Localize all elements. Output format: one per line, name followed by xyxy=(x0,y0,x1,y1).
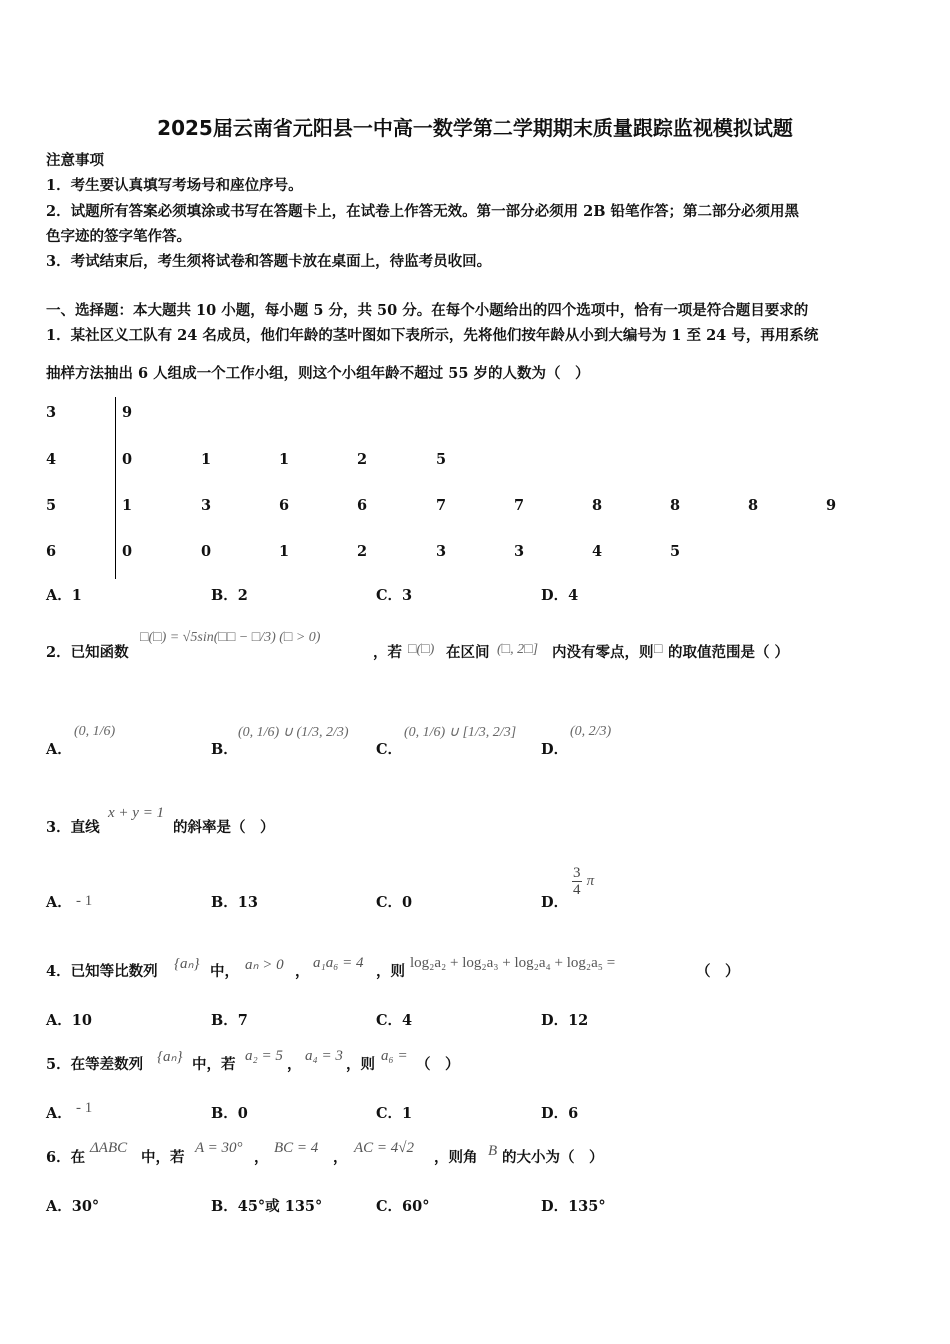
q6-option-c: C．60° xyxy=(376,1198,430,1215)
q2-omega: □ xyxy=(654,642,663,657)
q5-prefix: 5．在等差数列 xyxy=(46,1056,144,1073)
q2-text xyxy=(46,643,129,663)
leaf-value: 8 xyxy=(592,497,603,514)
q1-text-line2: 抽样方法抽出 6 人组成一个工作小组，则这个小组年龄不超过 55 岁的人数为（ ） xyxy=(46,365,590,382)
q3-option-d-label: D． xyxy=(541,894,569,911)
q2-prefix: 2．已知函数 xyxy=(46,644,129,661)
q5-option-c: C．1 xyxy=(376,1105,413,1122)
q2-option-c-label: C． xyxy=(376,741,403,758)
q3-option-a-value: - 1 xyxy=(76,893,93,909)
q5-option-b: B．0 xyxy=(211,1105,248,1122)
q1-option-b: B．2 xyxy=(211,587,248,604)
q2-function: □(□) = √5sin(□□ − □/3) (□ > 0) xyxy=(140,630,321,645)
q2-mid3: 内没有零点，则 xyxy=(552,644,654,661)
q5-option-d: D．6 xyxy=(541,1105,579,1122)
q2-mid1: ，若 xyxy=(373,644,402,661)
q4-comma: ， xyxy=(295,963,310,980)
leaf-value: 7 xyxy=(436,497,447,514)
q5-mid1: 中，若 xyxy=(192,1056,236,1073)
leaf-value: 3 xyxy=(436,543,447,560)
q6-option-b: B．45°或 135° xyxy=(211,1198,323,1215)
stem-value: 4 xyxy=(46,451,57,468)
leaf-value: 5 xyxy=(670,543,681,560)
q5-comma: ， xyxy=(287,1056,302,1073)
q2-mid2: 在区间 xyxy=(446,644,490,661)
q3-equation: x + y = 1 xyxy=(108,805,165,821)
leaf-value: 0 xyxy=(201,543,212,560)
q3-prefix: 3．直线 xyxy=(46,819,100,836)
leaf-value: 0 xyxy=(122,451,133,468)
q6-cond1: A = 30° xyxy=(195,1140,243,1156)
q2-interval: (□, 2□] xyxy=(497,642,539,657)
q5-option-a-label: A． xyxy=(46,1105,72,1122)
leaf-value: 9 xyxy=(826,497,837,514)
q1-option-c: C．3 xyxy=(376,587,413,604)
q4-option-c: C．4 xyxy=(376,1012,413,1029)
q1-text-line1: 1．某社区义工队有 24 名成员，他们年龄的茎叶图如下表所示，先将他们按年龄从小到大编号为 1 至 24 号，再用系统 xyxy=(46,327,819,344)
q4-cond2: a₁a₆ = 4 xyxy=(313,955,364,971)
notice-item: 2．试题所有答案必须填涂或书写在答题卡上，在试卷上作答无效。第一部分必须用 2B 铅笔作答；第二部分必须用黑 xyxy=(46,203,800,220)
fraction: $\frac{3}{4}$ xyxy=(573,865,581,898)
q4-sequence: {aₙ} xyxy=(174,956,200,972)
q5-mid2: ，则 xyxy=(346,1056,375,1073)
q5-option-a-value: - 1 xyxy=(76,1100,93,1116)
stem-divider xyxy=(115,397,116,579)
q4-mid1: 中， xyxy=(210,963,239,980)
notice-item: 色字迹的签字笔作答。 xyxy=(46,228,191,245)
pi-symbol: π xyxy=(586,873,595,889)
q2-option-d-label: D． xyxy=(541,741,569,758)
q2-option-b-value: (0, 1/6) ∪ (1/3, 2/3) xyxy=(238,725,349,740)
q6-cond3: AC = 4√2 xyxy=(354,1140,415,1156)
section-heading: 一、选择题：本大题共 10 小题，每小题 5 分，共 50 分。在每个小题给出的四个选项中，恰有一项是符合题目要求的 xyxy=(46,302,809,319)
q3-option-a-label: A． xyxy=(46,894,72,911)
q3-option-b: B．13 xyxy=(211,894,258,911)
leaf-value: 1 xyxy=(279,543,290,560)
stem-value: 5 xyxy=(46,497,57,514)
notice-item: 1．考生要认真填写考场号和座位序号。 xyxy=(46,177,303,194)
leaf-value: 3 xyxy=(201,497,212,514)
q6-comma1: ， xyxy=(254,1149,269,1166)
q6-option-a: A．30° xyxy=(46,1198,100,1215)
leaf-value: 0 xyxy=(122,543,133,560)
q2-option-c-value: (0, 1/6) ∪ [1/3, 2/3] xyxy=(404,725,517,740)
q4-option-b: B．7 xyxy=(211,1012,248,1029)
q4-prefix: 4．已知等比数列 xyxy=(46,963,158,980)
q6-angle: B xyxy=(488,1143,498,1159)
q6-prefix: 6．在 xyxy=(46,1149,86,1166)
leaf-value: 6 xyxy=(279,497,290,514)
q5-suffix: （ ） xyxy=(416,1056,460,1073)
notice-heading: 注意事项 xyxy=(46,152,104,169)
q6-triangle: ΔABC xyxy=(90,1140,128,1156)
leaf-value: 1 xyxy=(201,451,212,468)
q2-suffix: 的取值范围是（ ） xyxy=(668,644,790,661)
leaf-value: 9 xyxy=(122,404,133,421)
leaf-value: 5 xyxy=(436,451,447,468)
leaf-value: 8 xyxy=(748,497,759,514)
q2-option-a-value: (0, 1/6) xyxy=(74,724,116,739)
q3-suffix: 的斜率是（ ） xyxy=(173,819,275,836)
stem-value: 6 xyxy=(46,543,57,560)
q4-expression: log₂a₂ + log₂a₃ + log₂a₄ + log₂a₅ = xyxy=(410,955,616,971)
q2-fx: □(□) xyxy=(408,642,435,657)
q1-option-d: D．4 xyxy=(541,587,579,604)
leaf-value: 2 xyxy=(357,543,368,560)
q4-option-d: D．12 xyxy=(541,1012,589,1029)
stem-value: 3 xyxy=(46,404,57,421)
leaf-value: 1 xyxy=(279,451,290,468)
q5-cond2: a₄ = 3 xyxy=(305,1048,343,1064)
q6-suffix: 的大小为（ ） xyxy=(502,1149,604,1166)
leaf-value: 7 xyxy=(514,497,525,514)
q2-option-a-label: A． xyxy=(46,741,72,758)
leaf-value: 6 xyxy=(357,497,368,514)
q5-sequence: {aₙ} xyxy=(157,1049,183,1065)
q4-mid2: ，则 xyxy=(376,963,405,980)
q4-cond1: aₙ > 0 xyxy=(245,957,284,973)
q5-cond1: a₂ = 5 xyxy=(245,1048,283,1064)
leaf-value: 1 xyxy=(122,497,133,514)
leaf-value: 2 xyxy=(357,451,368,468)
q6-cond2: BC = 4 xyxy=(274,1140,319,1156)
q4-option-a: A．10 xyxy=(46,1012,92,1029)
q6-option-d: D．135° xyxy=(541,1198,606,1215)
q3-option-c: C．0 xyxy=(376,894,413,911)
q6-mid1: 中，若 xyxy=(141,1149,185,1166)
q6-mid2: ，则角 xyxy=(434,1149,478,1166)
q5-target: a₆ = xyxy=(381,1048,408,1064)
q2-option-d-value: (0, 2/3) xyxy=(570,724,612,739)
page-title: 2025届云南省元阳县一中高一数学第二学期期末质量跟踪监视模拟试题 xyxy=(157,116,793,140)
leaf-value: 8 xyxy=(670,497,681,514)
q2-option-b-label: B． xyxy=(211,741,238,758)
notice-item: 3．考试结束后，考生须将试卷和答题卡放在桌面上，待监考员收回。 xyxy=(46,253,492,270)
leaf-value: 4 xyxy=(592,543,603,560)
q4-suffix: （ ） xyxy=(696,963,740,980)
q1-option-a: A．1 xyxy=(46,587,82,604)
leaf-value: 3 xyxy=(514,543,525,560)
q3-option-d-value xyxy=(572,865,594,898)
q6-comma2: ， xyxy=(333,1149,348,1166)
